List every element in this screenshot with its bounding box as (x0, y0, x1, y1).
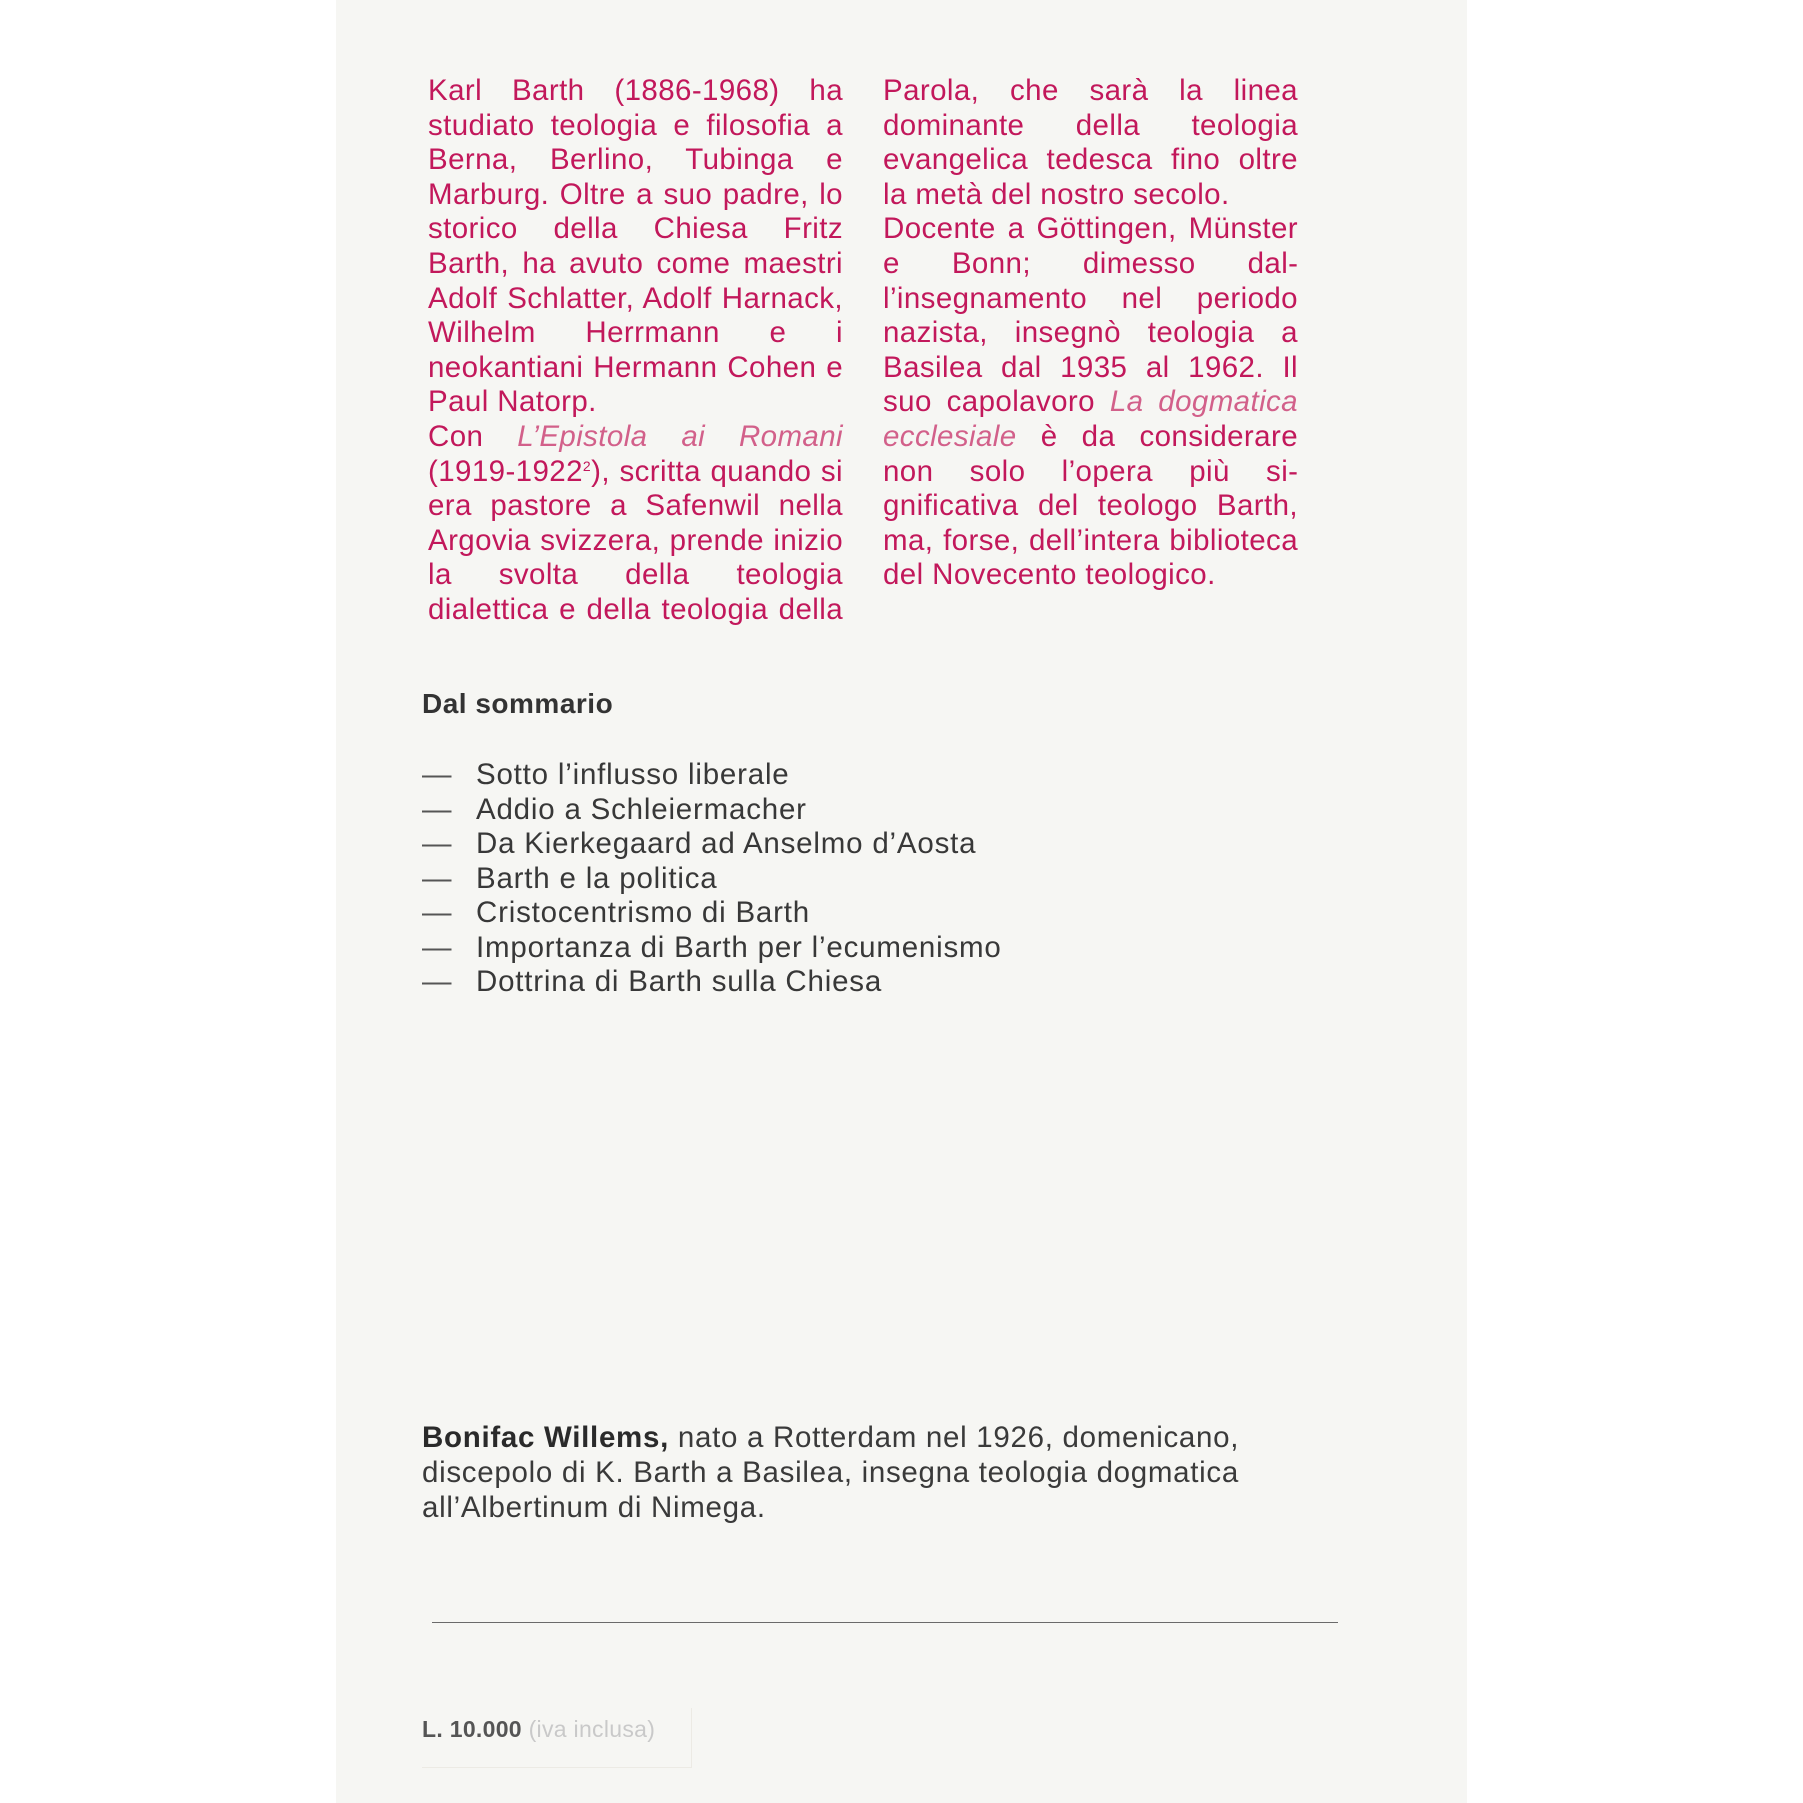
dash-bullet: — (422, 758, 453, 791)
bio-p2-start: Con (428, 419, 518, 453)
horizontal-rule (432, 1622, 1338, 1623)
dash-bullet: — (422, 827, 453, 860)
summary-item-text: Barth e la politica (476, 861, 718, 895)
price-label (422, 1708, 692, 1768)
summary-item-text: Dottrina di Barth sulla Chiesa (476, 965, 883, 998)
bio-p3-start: Docente a Göttingen, Münster e Bonn; dimesso dall’insegnamento nel periodo nazista, insegnò teologia a Basilea dal 1935 al 1962. Il suo capolavoro (883, 212, 1298, 419)
dash-bullet: — (422, 861, 453, 895)
summary-item-text: Da Kierkegaard ad Anselmo d’Aosta (476, 827, 977, 860)
bio-p2-years: (1919-1922 (428, 454, 583, 488)
dogmatica-title: La dogmatica ecclesiale (883, 385, 1298, 453)
summary-item-text: Addio a Schleiermacher (476, 792, 807, 826)
summary-item (422, 862, 1002, 897)
summary-item (422, 793, 1002, 828)
dash-bullet: — (422, 965, 453, 998)
bio-paragraph-3 (883, 212, 1298, 593)
summary-item-text: Cristocentrismo di Barth (476, 896, 810, 929)
bio-p2-rest: ), scritta quando si era pastore a Safenwil nella Argovia svizzera, prende inizio la svolta della teologia dialettica e della teologia della Parola, che sarà la linea dominante della teologia evangelica tedesca fino oltre la metà del nostro secolo. (428, 74, 1298, 626)
dash-bullet: — (422, 896, 453, 929)
edition-superscript: 2 (582, 457, 592, 474)
author-description: nato a Rotterdam nel 1926, domenicano, discepolo di K. Barth a Basilea, insegna teologia dogmatica all’Albertinum di Nimega. (422, 1421, 1240, 1524)
summary-heading: Dal sommario (422, 688, 614, 719)
dash-bullet: — (422, 792, 453, 826)
bio-p3-rest: è da considerare non solo l’opera più significativa del teologo Barth, ma, forse, dell’intera biblioteca del Novecento teologico. (883, 419, 1298, 592)
summary-item (422, 758, 1002, 793)
summary-item-text: Importanza di Barth per l’ecumenismo (476, 930, 1002, 964)
summary-item-text: Sotto l’influsso liberale (476, 758, 790, 791)
author-name: Bonifac Willems, (422, 1421, 669, 1454)
price-amount: L. 10.000 (422, 1716, 522, 1742)
summary-item (422, 827, 1002, 862)
bio-paragraph-1: Karl Barth (1886-1968) ha studiato teologia e filosofia a Berna, Berlino, Tubinga e Marburg. Oltre a suo padre, lo storico della Chiesa Fritz Barth, ha avuto come maestri Adolf Schlatter, Adolf Harnack, Wilhelm Herrmann e i neokantiani Hermann Cohen e Paul Natorp. (428, 74, 843, 419)
author-note (422, 1420, 1342, 1525)
summary-list (422, 758, 1002, 1000)
dash-bullet: — (422, 930, 453, 964)
vat-note: (iva inclusa) (521, 1716, 656, 1742)
author-biography (428, 74, 1298, 634)
epistola-title: L’Epistola ai Romani (517, 419, 843, 453)
summary-item (422, 965, 1002, 1000)
summary-item (422, 896, 1002, 931)
book-back-cover (336, 0, 1467, 1803)
summary-item (422, 931, 1002, 966)
